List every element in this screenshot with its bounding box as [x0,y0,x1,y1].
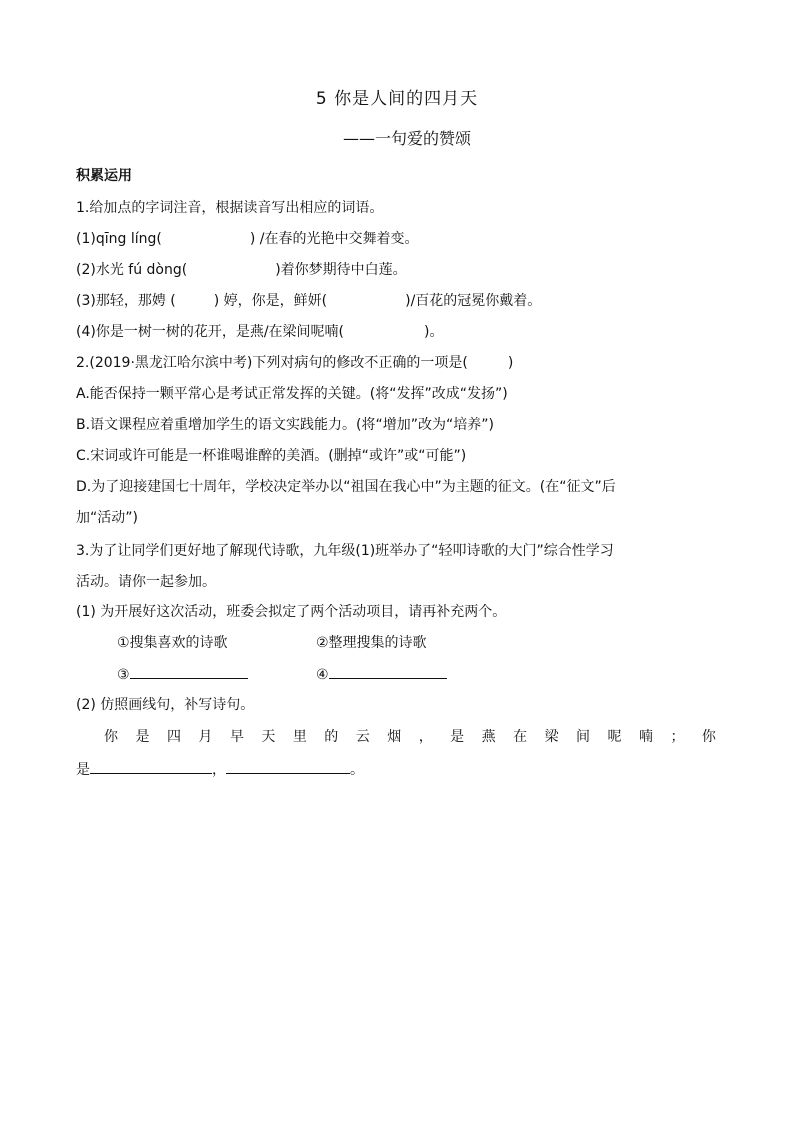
q1-item3-part-c: )/百花的冠冕你戴着。 [405,293,542,309]
poem-char: 烟 [387,729,402,745]
q1-item3-part-a: (3)那轻，那娉 ( [76,293,176,309]
poem-char: 的 [324,729,339,745]
poem-end: 。 [350,762,364,778]
q3-item3-label: ③ [117,667,130,683]
poem-char: 月 [198,729,213,745]
poem-char: 燕 [481,729,496,745]
poem-line1 [104,727,716,747]
q2-option-d-line1: D.为了迎接建国七十周年，学校决定举办以“祖国在我心中”为主题的征文。(在“征文”后 [76,479,616,495]
q3-item4 [316,664,447,685]
q3-sub2: (2) 仿照画线句，补写诗句。 [76,697,255,713]
q1-item2-suffix: )着你梦期待中白莲。 [275,262,407,278]
q3-sub1: (1) 为开展好这次活动，班委会拟定了两个活动项目，请再补充两个。 [76,604,507,620]
q3-item1: ①搜集喜欢的诗歌 [117,635,228,651]
q2-option-c: C.宋词或许可能是一杯谁喝谁醉的美酒。(删掉“或许”或“可能”) [76,448,467,464]
poem-char: 你 [104,729,118,745]
page-title: 5 你是人间的四月天 [315,89,479,109]
poem-comma: ， [212,762,226,778]
poem-blank-2[interactable] [226,759,350,774]
q2-option-b: B.语文课程应着重增加学生的语文实践能力。(将“增加”改为“培养”) [76,417,494,433]
q1-item4-prefix: (4)你是一树一树的花开，是燕/在梁间呢喃( [76,324,345,340]
poem-char: 里 [292,729,307,745]
poem-char: 梁 [544,729,559,745]
poem-char: 呢 [607,729,622,745]
q1-item1-prefix: (1)qīng líng( [76,231,162,247]
section-heading: 积累运用 [76,168,132,184]
poem-char: 天 [261,729,276,745]
q2-prompt-text: 2.(2019·黑龙江哈尔滨中考)下列对病句的修改不正确的一项是( [76,355,468,371]
poem-char: 是 [450,729,465,745]
q1-item2 [76,260,407,280]
poem-char: 早 [229,729,244,745]
poem-char: 在 [513,729,528,745]
poem-char: 你 [701,729,716,745]
q1-item1-suffix: ) /在春的光艳中交舞着变。 [249,231,419,247]
q3-item4-blank[interactable] [329,664,447,679]
q3-item4-label: ④ [316,667,329,683]
q1-item4 [76,322,443,342]
q1-item4-suffix: )。 [424,324,444,340]
page-subtitle: ——一句爱的赞颂 [342,129,471,148]
q2-prompt [76,353,513,373]
q3-item3-blank[interactable] [130,664,248,679]
q1-item2-prefix: (2)水光 fú dòng( [76,262,188,278]
poem-char: 喃 [638,729,653,745]
q3-item2: ②整理搜集的诗歌 [316,635,427,651]
q2-option-d-line2: 加“活动”) [76,510,138,526]
q1-item1 [76,229,418,249]
poem-char: ， [418,729,433,745]
poem-line2 [76,759,364,780]
poem-char: 间 [576,729,591,745]
poem-char: 是 [135,729,150,745]
q1-item3-part-b: ) 婷，你是，鲜妍( [213,293,328,309]
q3-prompt-line1: 3.为了让同学们更好地了解现代诗歌，九年级(1)班举办了“轻叩诗歌的大门”综合性学习 [76,543,614,559]
poem-blank-1[interactable] [90,759,212,774]
q3-item3 [117,664,248,685]
poem-line2-start: 是 [76,762,90,778]
q3-prompt-line2: 活动。请你一起参加。 [76,574,216,590]
poem-char: 四 [166,729,181,745]
q2-prompt-end: ) [507,355,514,371]
poem-char: ； [670,729,685,745]
poem-char: 云 [355,729,370,745]
q1-item3 [76,291,541,311]
q2-option-a: A.能否保持一颗平常心是考试正常发挥的关键。(将“发挥”改成“发扬”) [76,386,508,402]
q1-prompt: 1.给加点的字词注音，根据读音写出相应的词语。 [76,200,384,216]
